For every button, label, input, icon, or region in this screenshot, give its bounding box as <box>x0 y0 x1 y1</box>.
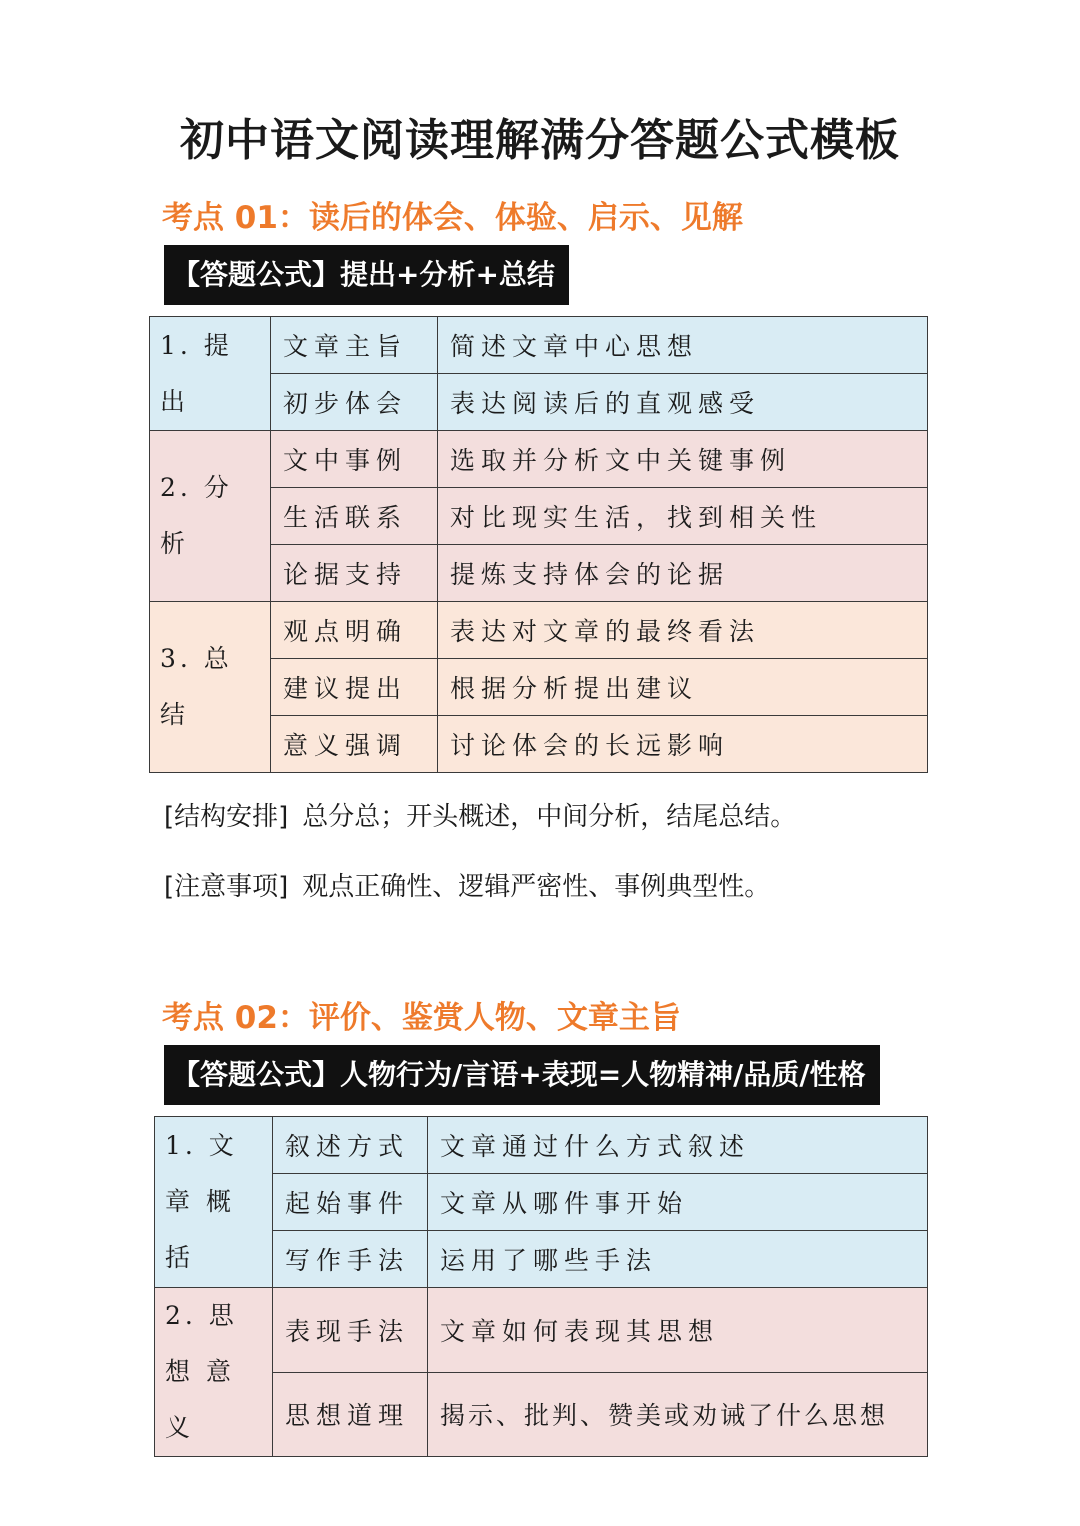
notes-note <box>164 866 770 903</box>
desc-cell: 表达阅读后的直观感受 <box>438 374 928 431</box>
section2-formula: 【答题公式】人物行为/言语+表现=人物精神/品质/性格 <box>164 1045 880 1105</box>
table-row <box>150 431 928 488</box>
section1-formula: 【答题公式】提出+分析+总结 <box>164 245 569 305</box>
item-cell: 初步体会 <box>271 374 438 431</box>
item-cell: 文中事例 <box>271 431 438 488</box>
structure-label: [结构安排] <box>164 802 289 832</box>
section2-heading: 考点 02：评价、鉴赏人物、文章主旨 <box>162 1000 681 1036</box>
item-cell: 意义强调 <box>271 716 438 773</box>
desc-cell: 文章通过什么方式叙述 <box>428 1117 928 1174</box>
desc-cell: 表达对文章的最终看法 <box>438 602 928 659</box>
table-row <box>155 1288 928 1373</box>
desc-cell: 讨论体会的长远影响 <box>438 716 928 773</box>
item-cell: 生活联系 <box>271 488 438 545</box>
item-cell: 文章主旨 <box>271 317 438 374</box>
notes-text: 观点正确性、逻辑严密性、事例典型性。 <box>302 872 771 902</box>
structure-note <box>164 796 796 833</box>
item-cell: 表现手法 <box>273 1288 428 1373</box>
desc-cell: 简述文章中心思想 <box>438 317 928 374</box>
table-row <box>150 602 928 659</box>
item-cell: 观点明确 <box>271 602 438 659</box>
table-row <box>150 317 928 374</box>
category-cell: 1. 文 章 概括 <box>155 1117 273 1288</box>
item-cell: 思想道理 <box>273 1372 428 1457</box>
section1-heading: 考点 01：读后的体会、体验、启示、见解 <box>162 200 743 236</box>
notes-label: [注意事项] <box>164 872 289 902</box>
item-cell: 建议提出 <box>271 659 438 716</box>
desc-cell: 文章如何表现其思想 <box>428 1288 928 1373</box>
item-cell: 论据支持 <box>271 545 438 602</box>
section2-table <box>154 1116 928 1457</box>
page-title: 初中语文阅读理解满分答题公式模板 <box>180 115 900 166</box>
category-cell: 3. 总结 <box>150 602 271 773</box>
item-cell: 叙述方式 <box>273 1117 428 1174</box>
category-cell: 2. 思 想 意义 <box>155 1288 273 1457</box>
structure-text: 总分总；开头概述，中间分析，结尾总结。 <box>302 802 797 832</box>
desc-cell: 运用了哪些手法 <box>428 1231 928 1288</box>
desc-cell: 揭示、批判、赞美或劝诫了什么思想 <box>428 1372 928 1457</box>
desc-cell: 选取并分析文中关键事例 <box>438 431 928 488</box>
item-cell: 写作手法 <box>273 1231 428 1288</box>
category-cell: 1. 提出 <box>150 317 271 431</box>
category-cell: 2. 分析 <box>150 431 271 602</box>
table-row <box>155 1117 928 1174</box>
desc-cell: 提炼支持体会的论据 <box>438 545 928 602</box>
desc-cell: 对比现实生活，找到相关性 <box>438 488 928 545</box>
item-cell: 起始事件 <box>273 1174 428 1231</box>
desc-cell: 文章从哪件事开始 <box>428 1174 928 1231</box>
desc-cell: 根据分析提出建议 <box>438 659 928 716</box>
section1-table <box>149 316 928 773</box>
